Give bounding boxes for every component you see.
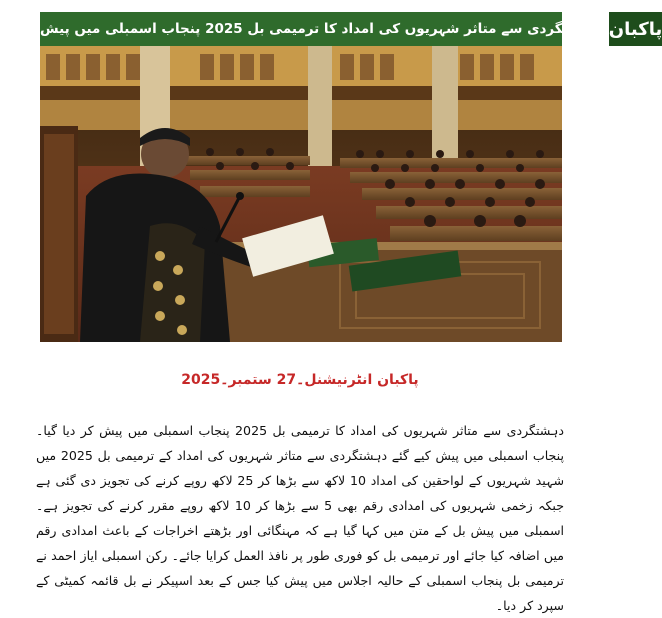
brand-logo: پاکبان [607, 12, 662, 46]
assembly-hall-photo [40, 46, 562, 342]
header-bar [40, 12, 662, 46]
article-body: دہشتگردی سے متاثر شہریوں کی امداد کا ترمیمی بل 2025 پنجاب اسمبلی میں پیش کر دیا گیا۔ پنجاب اسمبلی میں پیش کیے گئے دہشتگردی سے متاثر شہریوں کی امداد کے ترمیمی بل 2025 میں شہید شہریوں کے لواحقین کی امداد 10 لاکھ سے بڑھا کر 25 لاکھ روپے کرنے کی تجویز دی گئی ہے جبکہ زخمی شہریوں کی امدادی رقم بھی 5 سے بڑھا کر 10 لاکھ روپے مقرر کرنے کی تجویز ہے۔ اسمبلی میں پیش بل کے متن میں کہا گیا ہے کہ مہنگائی اور بڑھتے اخراجات کے باعث امدادی رقم میں اضافہ کیا جائے اور ترمیمی بل کو فوری طور پر نافذ العمل کرایا جائے۔ رکن اسمبلی ایاز احمد نے ترمیمی بل پنجاب اسمبلی کے حالیہ اجلاس میں پیش کیا جس کے بعد اسپیکر نے بل قائمہ کمیٹی کے سپرد کر دیا۔ [36, 423, 565, 613]
headline: دہشتگردی سے متاثر شہریوں کی امداد کا ترمیمی بل 2025 پنجاب اسمبلی میں پیش [40, 21, 597, 37]
byline-dateline: پاکبان انٹرنیشنل۔27 ستمبر۔2025 [181, 372, 419, 388]
